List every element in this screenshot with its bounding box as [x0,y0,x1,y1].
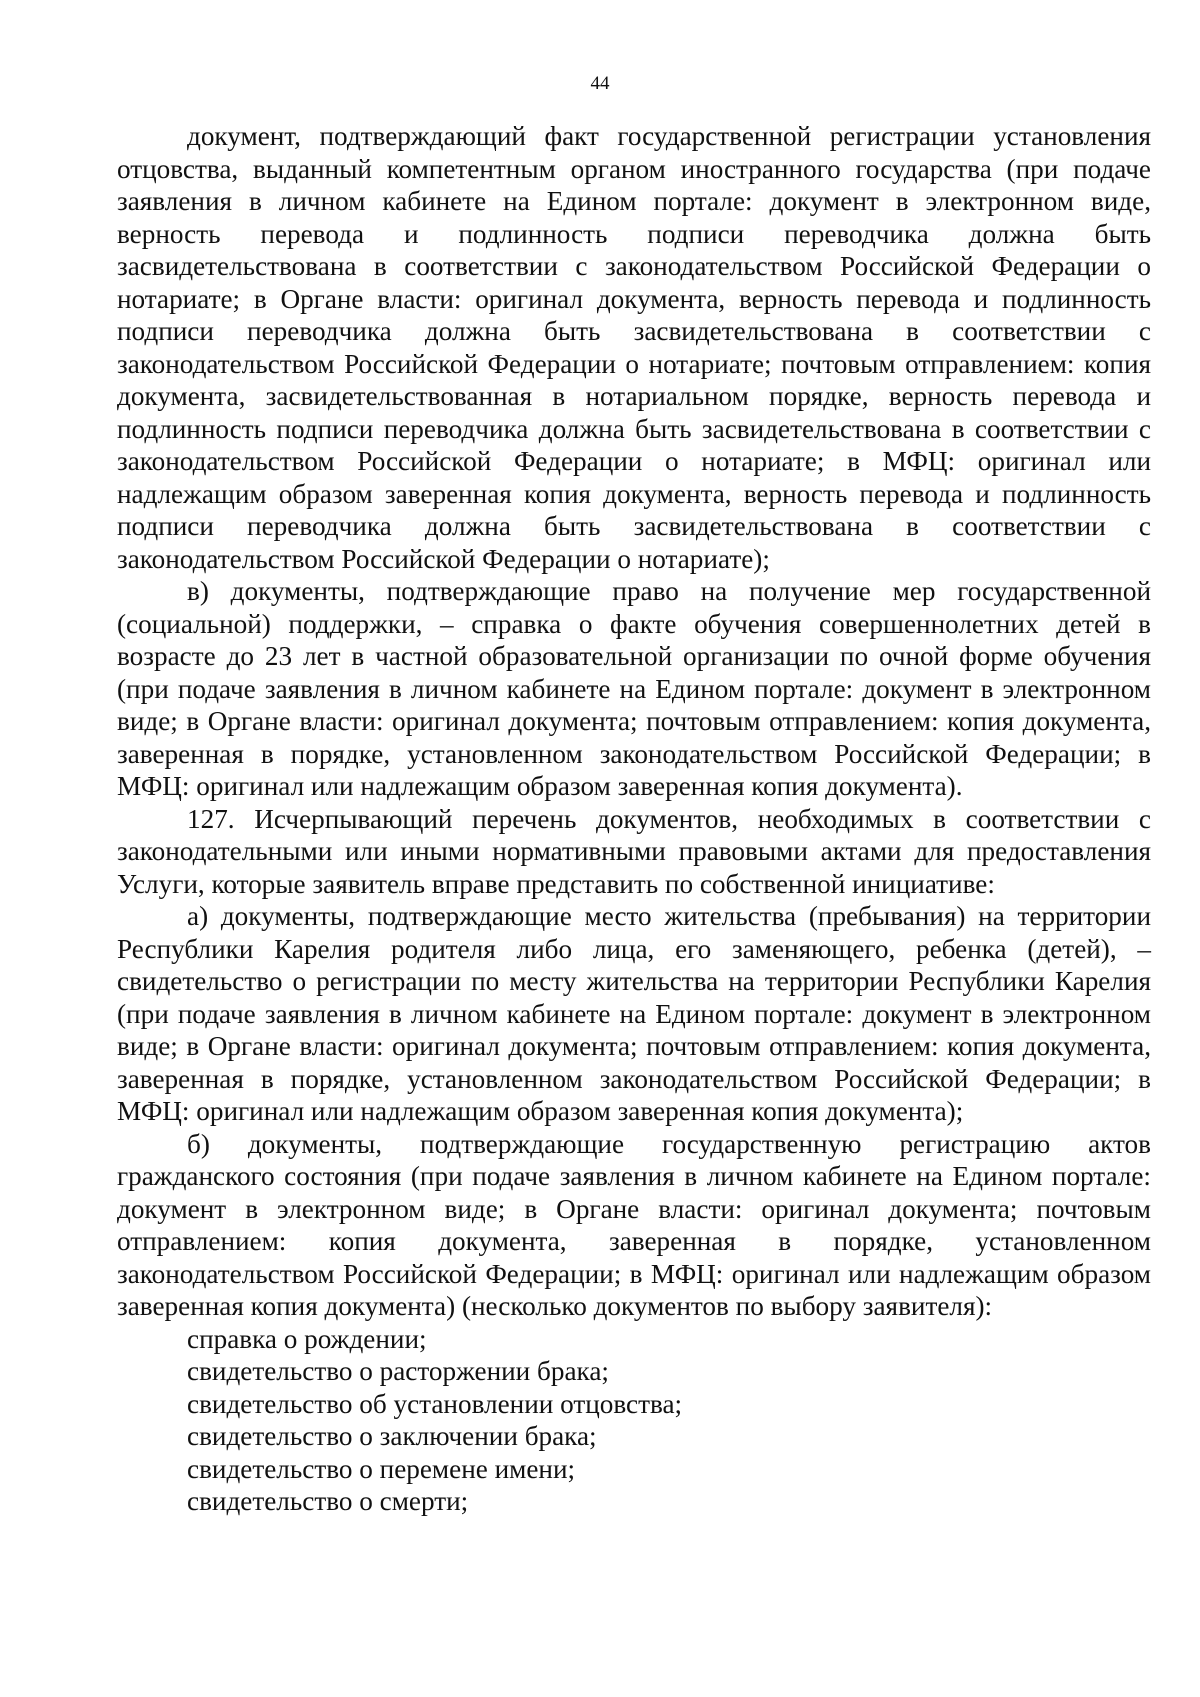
paragraph-item-a-residence-documents: а) документы, подтверждающие место жительства (пребывания) на территории Республики Карелия родителя либо лица, его заменяющего, ребенка (детей), – свидетельство о регистрации по месту жительства на территории Республики Карелия (при подаче заявления в личном кабинете на Едином портале: документ в электронном виде; в Органе власти: оригинал документа; почтовым отправлением: копия документа, заверенная в порядке, установленном законодательством Российской Федерации; в МФЦ: оригинал или надлежащим образом заверенная копия документа); [117,901,1151,1126]
list-item: справка о рождении; [187,1323,427,1354]
list-item: свидетельство об установлении отцовства; [187,1388,683,1419]
paragraph-item-v-support-documents: в) документы, подтверждающие право на получение мер государственной (социальной) поддержки, – справка о факте обучения совершеннолетних детей в возрасте до 23 лет в частной образовательной организации по очной форме обучения (при подаче заявления в личном кабинете на Едином портале: документ в электронном виде; в Органе власти: оригинал документа; почтовым отправлением: копия документа, заверенная в порядке, установленном законодательством Российской Федерации; в МФЦ: оригинал или надлежащим образом заверенная копия документа). [117,576,1151,801]
civil-status-document-list [117,1323,1151,1518]
list-item: свидетельство о заключении брака; [187,1421,597,1451]
paragraph-item-b-civil-status-documents: б) документы, подтверждающие государственную регистрацию актов гражданского состояния (при подаче заявления в личном кабинете на Едином портале: документ в электронном виде; в Органе власти: оригинал документа; почтовым отправлением: копия документа, заверенная в порядке, установленном законодательством Российской Федерации; в МФЦ: оригинал или надлежащим образом заверенная копия документа) (несколько документов по выбору заявителя): [117,1128,1151,1321]
paragraph-paternity-document: документ, подтверждающий факт государственной регистрации установления отцовства, выданный компетентным органом иностранного государства (при подаче заявления в личном кабинете на Едином портале: документ в электронном виде, верность перевода и подлинность подписи переводчика должна быть засвидетельствована в соответствии с законодательством Российской Федерации о нотариате; в Органе власти: оригинал документа, верность перевода и подлинность подписи переводчика должна быть засвидетельствована в соответствии с законодательством Российской Федерации о нотариате; почтовым отправлением: копия документа, засвидетельствованная в нотариальном порядке, верность перевода и подлинность подписи переводчика должна быть засвидетельствована в соответствии с законодательством Российской Федерации о нотариате; в МФЦ: оригинал или надлежащим образом заверенная копия документа, верность перевода и подлинность подписи переводчика должна быть засвидетельствована в соответствии с законодательством Российской Федерации о нотариате); [117,121,1151,574]
list-item: свидетельство о перемене имени; [187,1453,576,1484]
list-item: свидетельство о смерти; [187,1486,469,1516]
list-item: свидетельство о расторжении брака; [187,1356,609,1386]
paragraph-127-optional-documents: 127. Исчерпывающий перечень документов, необходимых в соответствии с законодательными или иными нормативными правовыми актами для предоставления Услуги, которые заявитель вправе представить по собственной инициативе: [117,803,1151,899]
document-body [117,120,1151,1518]
page-number: 44 [590,73,610,94]
